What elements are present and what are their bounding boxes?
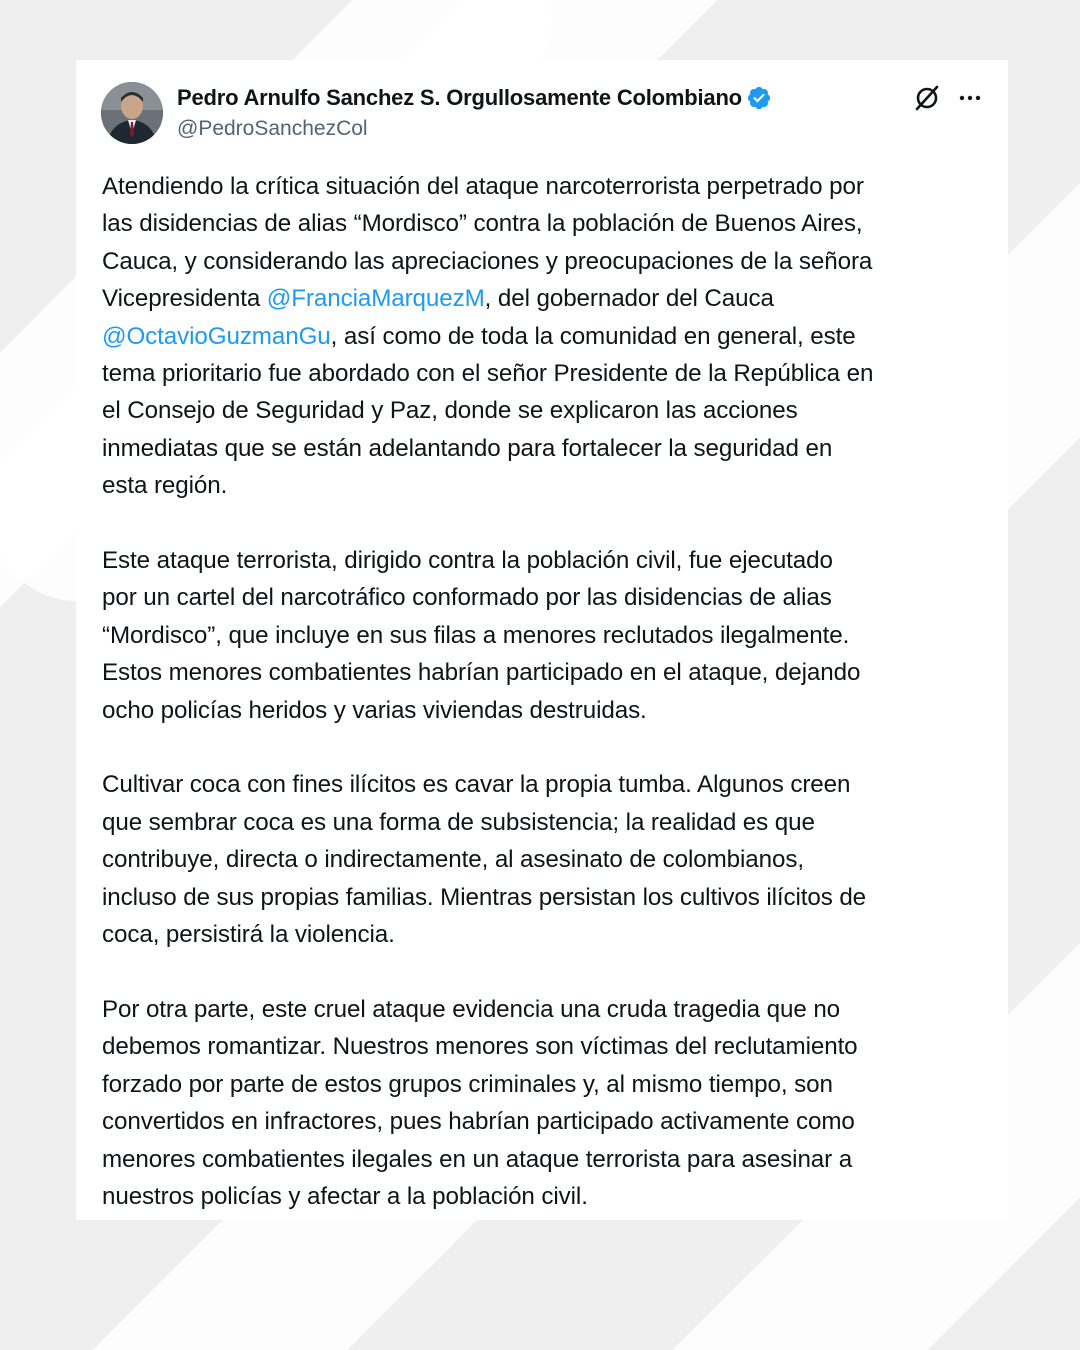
tweet-text-segment: , del gobernador del Cauca <box>484 285 774 313</box>
tweet-line: el Consejo de Seguridad y Paz, donde se explicaron las acciones <box>102 397 798 425</box>
author-handle[interactable]: @PedroSanchezCol <box>177 117 368 140</box>
avatar[interactable] <box>101 82 163 144</box>
tweet-line: que sembrar coca es una forma de subsistencia; la realidad es que <box>102 808 815 836</box>
grok-icon[interactable] <box>913 84 941 112</box>
tweet-line <box>102 318 992 355</box>
tweet-text <box>102 168 992 1253</box>
tweet-line: incluso de sus propias familias. Mientras persistan los cultivos ilícitos de <box>102 883 867 911</box>
tweet-paragraph <box>102 168 992 505</box>
tweet-line: ocho policías heridos y varias viviendas destruidas. <box>102 696 647 724</box>
tweet-card <box>76 60 1008 1220</box>
tweet-line: Estos menores combatientes habrían participado en el ataque, dejando <box>102 659 861 687</box>
tweet-line: inmediatas que se están adelantando para fortalecer la seguridad en <box>102 434 833 462</box>
verified-badge-icon <box>746 85 772 111</box>
tweet-line: coca, persistirá la violencia. <box>102 921 395 949</box>
tweet-line: “Mordisco”, que incluye en sus filas a menores reclutados ilegalmente. <box>102 621 850 649</box>
tweet-line: contribuye, directa o indirectamente, al asesinato de colombianos, <box>102 846 804 874</box>
tweet-text-segment: Vicepresidenta <box>102 285 267 313</box>
tweet-line: convertidos en infractores, pues habrían participado activamente como <box>102 1108 855 1136</box>
tweet-text-segment: , así como de toda la comunidad en general, este <box>330 322 856 350</box>
tweet-line: Este ataque terrorista, dirigido contra la población civil, fue ejecutado <box>102 547 833 575</box>
author-name-row <box>177 85 772 111</box>
tweet-line: Por otra parte, este cruel ataque evidencia una cruda tragedia que no <box>102 995 841 1023</box>
tweet-paragraph <box>102 991 992 1215</box>
tweet-line: menores combatientes ilegales en un ataque terrorista para asesinar a <box>102 1145 853 1173</box>
tweet-line <box>102 280 992 317</box>
tweet-line: Cauca, y considerando las apreciaciones y preocupaciones de la señora <box>102 247 873 275</box>
tweet-line: tema prioritario fue abordado con el señor Presidente de la República en <box>102 360 874 388</box>
tweet-paragraph <box>102 542 992 729</box>
more-options-icon[interactable] <box>957 86 983 110</box>
tweet-line: Atendiendo la crítica situación del ataque narcoterrorista perpetrado por <box>102 173 864 200</box>
tweet-paragraph <box>102 766 992 953</box>
tweet-line: las disidencias de alias “Mordisco” contra la población de Buenos Aires, <box>102 210 863 238</box>
author-display-name[interactable]: Pedro Arnulfo Sanchez S. Orgullosamente Colombiano <box>177 85 742 110</box>
tweet-header <box>101 82 983 146</box>
avatar-image <box>101 82 163 144</box>
tweet-line: debemos romantizar. Nuestros menores son víctimas del reclutamiento <box>102 1033 858 1061</box>
mention-link[interactable]: @OctavioGuzmanGu <box>102 322 331 350</box>
mention-link[interactable]: @FranciaMarquezM <box>266 285 485 313</box>
tweet-line: forzado por parte de estos grupos criminales y, al mismo tiempo, son <box>102 1070 833 1098</box>
tweet-line: Cultivar coca con fines ilícitos es cavar la propia tumba. Algunos creen <box>102 771 851 799</box>
tweet-line: por un cartel del narcotráfico conformado por las disidencias de alias <box>102 584 832 612</box>
tweet-line: esta región. <box>102 472 228 500</box>
tweet-line: nuestros policías y afectar a la población civil. <box>102 1182 588 1210</box>
